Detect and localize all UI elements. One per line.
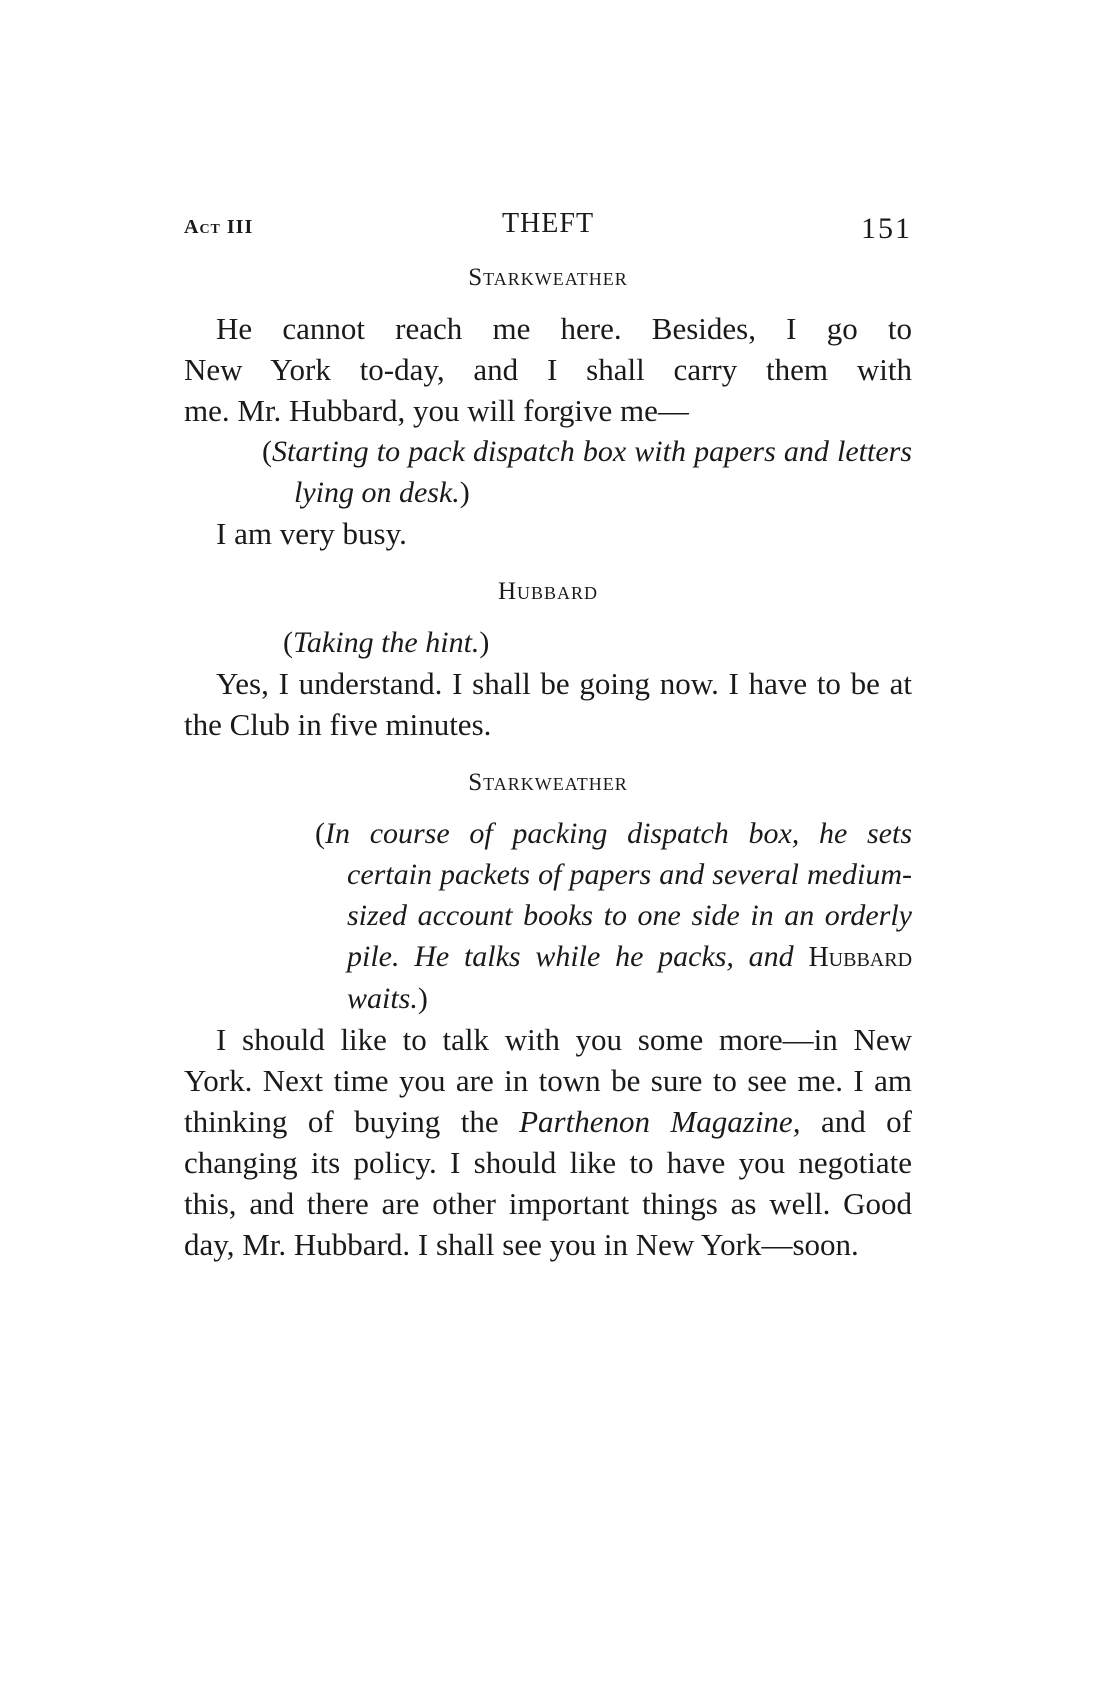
dialogue-text: I am very busy. <box>216 516 407 551</box>
dialogue-line <box>184 349 912 390</box>
act-label: Act III <box>184 216 254 238</box>
stage-direction-block <box>184 813 912 1019</box>
speaker-name: Starkweather <box>468 264 628 291</box>
stage-direction-text: waits. <box>347 982 418 1015</box>
running-title: THEFT <box>501 208 595 239</box>
dialogue-line <box>184 308 912 349</box>
stage-direction: (Taking the hint.) <box>283 626 490 659</box>
running-head <box>184 200 912 250</box>
stage-direction-text: Starting to pack dispatch box with papers and letters lying on desk. <box>272 435 912 509</box>
stage-direction: (In course of packing dispatch box, he sets certain packets of papers and several medium-sized account books to one side in an orderly pile. He talks while he packs, and Hubbard waits.) <box>315 817 913 1015</box>
dialogue-text: me. Mr. Hubbard, you will forgive me— <box>184 393 689 428</box>
stage-direction-text: In course of packing dispatch box, he sets certain packets of papers and several medium-sized account books to one side in an orderly pile. He talks while he packs, and <box>325 817 912 973</box>
dialogue-paragraph: Yes, I understand. I shall be going now. I have to be at the Club in five minutes. <box>184 666 912 742</box>
dialogue-text: He cannot reach me here. Besides, I go to <box>216 311 912 346</box>
speaker-name: Starkweather <box>468 769 628 796</box>
character-name: Hubbard <box>808 942 913 973</box>
dialogue-text: and of changing its policy. I should like to have you negotiate this, and there are other important things as well. Good day, Mr. Hubbard. I shall see you in New York—soon. <box>184 1104 912 1262</box>
speaker-name: Hubbard <box>497 578 599 605</box>
magazine-title: Parthenon Magazine, <box>519 1104 801 1139</box>
stage-direction-block <box>184 431 912 513</box>
dialogue-text: New York to-day, and I shall carry them with <box>184 352 912 387</box>
stage-direction-text: Taking the hint. <box>293 626 480 659</box>
book-page <box>184 200 912 1265</box>
stage-direction: (Starting to pack dispatch box with papers and letters lying on desk.) <box>262 435 912 509</box>
dialogue-line <box>184 513 912 554</box>
dialogue-paragraph <box>184 1019 912 1265</box>
page-number: 151 <box>861 212 912 245</box>
dialogue-text: I should like to talk with you some more—in New York. Next time you are in town be sure to see me. I am thinking of buying the <box>184 1022 912 1139</box>
dialogue-line <box>184 390 912 431</box>
